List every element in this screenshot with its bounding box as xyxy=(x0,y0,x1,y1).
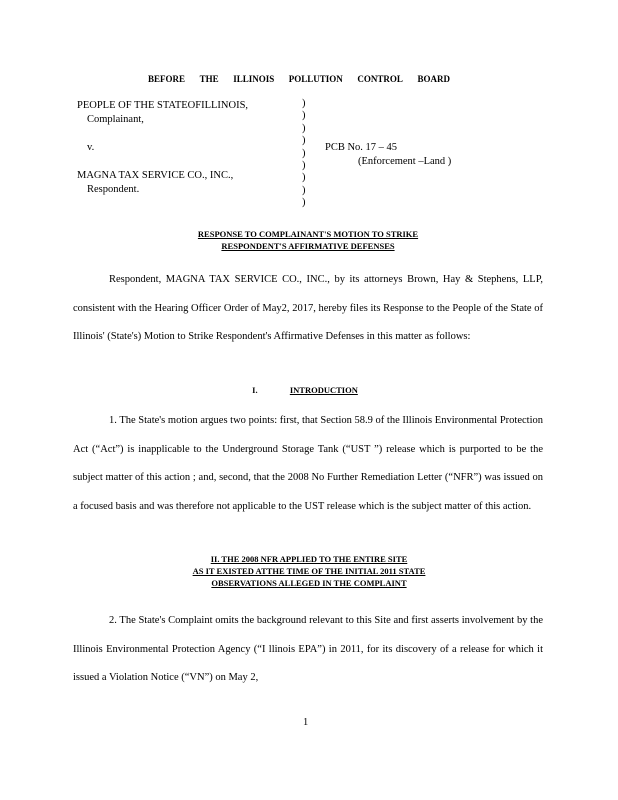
paren: ) xyxy=(302,184,306,196)
section-heading xyxy=(200,385,410,395)
header-word: BOARD xyxy=(417,74,450,84)
header-word: CONTROL xyxy=(357,74,403,84)
respondent-name: MAGNA TAX SERVICE CO., INC., xyxy=(77,170,234,181)
section2-heading-line: AS IT EXISTED ATTHE TIME OF THE INITIAL 2011 STATE xyxy=(192,566,426,576)
header-word: POLLUTION xyxy=(288,74,343,84)
complainant-name: PEOPLE OF THE STATEOFILLINOIS, xyxy=(77,100,249,111)
section-title: INTRODUCTION xyxy=(289,385,358,395)
section1-paragraph: 1. The State's motion argues two points: first, that Section 58.9 of the Illinois Environmental Protection Act (“Act”) is inapplicable to the Underground Storage Tank (“UST ”) release which is purported to be the subject matter of this action ; and, second, that the 2008 No Further Remediation Letter (“NFR”) was issued on a focused basis and was therefore not applicable to the UST release which is the subject matter of this action. xyxy=(73,415,543,512)
paren: ) xyxy=(302,135,306,147)
complainant-role: Complainant, xyxy=(87,114,144,125)
document-title-line: RESPONDENT'S AFFIRMATIVE DEFENSES xyxy=(221,241,395,251)
paren: ) xyxy=(302,110,306,122)
section-number: I. xyxy=(252,385,258,395)
paren: ) xyxy=(302,197,306,209)
document-title-line: RESPONSE TO COMPLAINANT'S MOTION TO STRIKE xyxy=(197,229,419,239)
intro-paragraph: Respondent, MAGNA TAX SERVICE CO., INC., by its attorneys Brown, Hay & Stephens, LLP, consistent with the Hearing Officer Order of May2, 2017, hereby files its Response to the People of the State of Illinois' (State's) Motion to Strike Respondent's Affirmative Defenses in this matter as follows: xyxy=(73,274,543,342)
section2-heading xyxy=(128,553,490,589)
versus-label: v. xyxy=(87,142,95,153)
paren: ) xyxy=(302,172,306,184)
paren: ) xyxy=(302,122,306,134)
document-title xyxy=(143,228,473,252)
header-word: BEFORE xyxy=(148,74,186,84)
page-number: 1 xyxy=(303,717,309,728)
respondent-role: Respondent. xyxy=(87,184,140,195)
paren: ) xyxy=(302,159,306,171)
header-word: THE xyxy=(199,74,219,84)
case-type: (Enforcement –Land ) xyxy=(358,156,452,167)
section2-heading-line: II. THE 2008 NFR APPLIED TO THE ENTIRE SITE xyxy=(210,554,408,564)
caption-parens xyxy=(302,98,306,210)
paren: ) xyxy=(302,147,306,159)
court-header xyxy=(148,74,450,84)
section2-heading-line: OBSERVATIONS ALLEGED IN THE COMPLAINT xyxy=(211,578,407,588)
paren: ) xyxy=(302,98,306,109)
section2-paragraph: 2. The State's Complaint omits the background relevant to this Site and first asserts involvement by the Illinois Environmental Protection Agency (“I llinois EPA”) in 2011, for its discovery of a release for which it issued a Violation Notice (“VN”) on May 2, xyxy=(73,615,543,683)
case-number: PCB No. 17 – 45 xyxy=(325,142,398,153)
header-word: ILLINOIS xyxy=(233,74,275,84)
